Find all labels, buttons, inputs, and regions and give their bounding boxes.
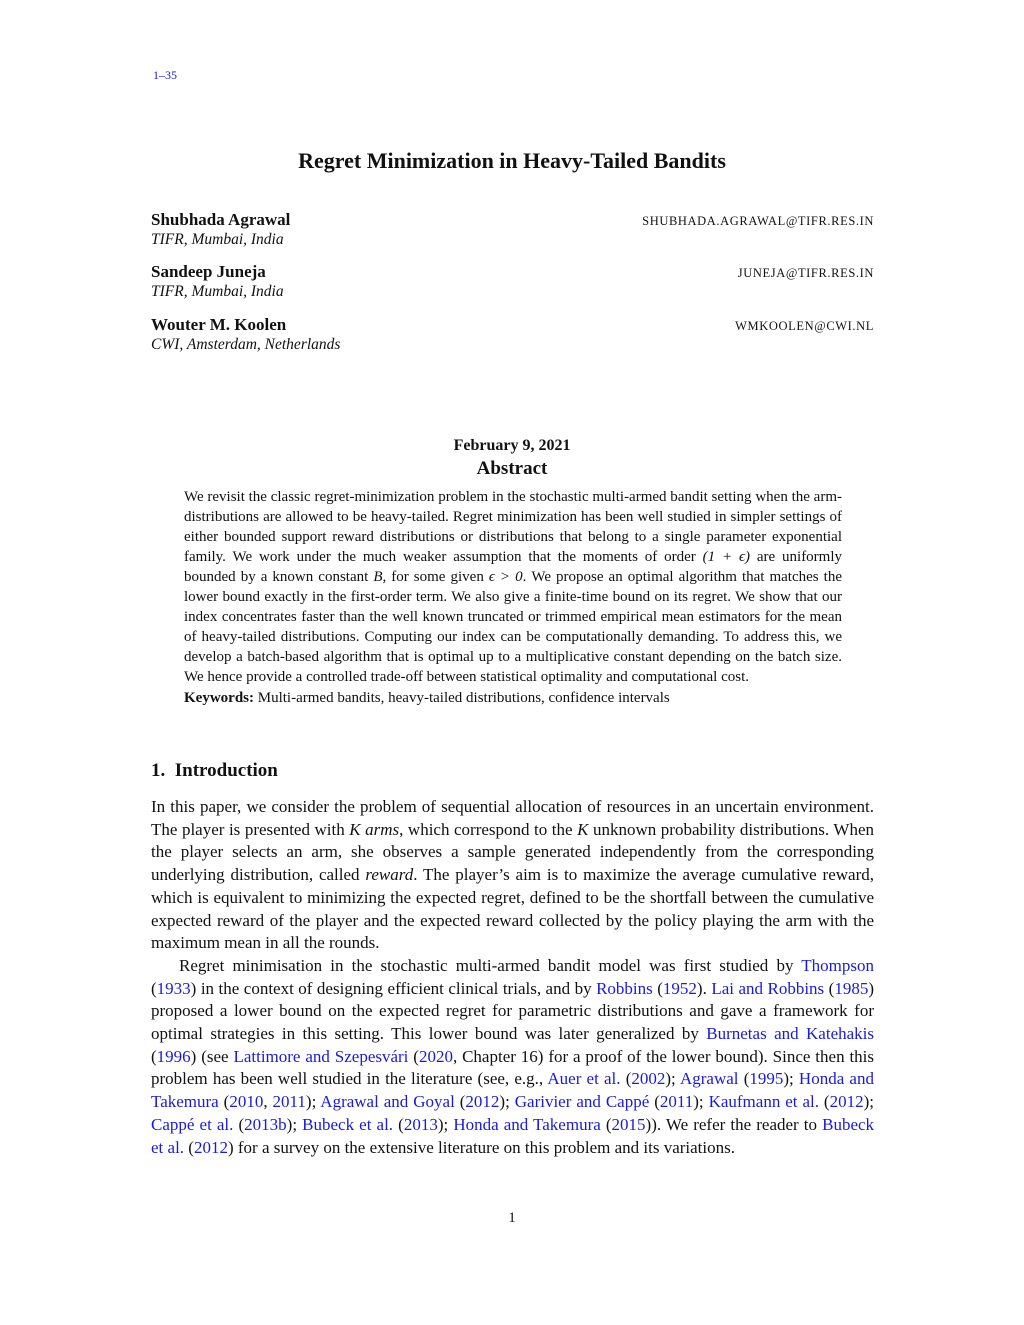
citation-link[interactable]: Robbins [596,978,653,998]
author-email: SHUBHADA.AGRAWAL@TIFR.RES.IN [642,214,874,228]
author-affiliation: CWI, Amsterdam, Netherlands [151,336,341,353]
paper-title: Regret Minimization in Heavy-Tailed Bandits [298,148,726,173]
author-email: WMKOOLEN@CWI.NL [735,319,874,333]
citation-link[interactable]: Bubeck et al. [151,1114,875,1157]
citation-link[interactable]: Honda and Takemura [453,1114,601,1134]
author-email: JUNEJA@TIFR.RES.IN [737,266,874,280]
author-block [151,315,874,354]
citation-link[interactable]: 2002 [631,1069,666,1089]
author-name: Sandeep Juneja [151,262,266,281]
page-number: 1 [508,1210,516,1226]
citation-link[interactable]: Lai and Robbins [711,978,825,998]
citation-link[interactable]: 2020 [418,1046,453,1066]
citation-link[interactable]: Cappé et al. [151,1114,234,1134]
citation-link[interactable]: 2010 [229,1092,264,1112]
citation-link[interactable]: Agrawal and Goyal [320,1092,455,1112]
citation-link[interactable]: Bubeck et al. [302,1114,394,1134]
author-block [151,210,874,249]
citation-link[interactable]: 2013 [403,1114,438,1134]
abstract-body [184,487,842,708]
page-range[interactable]: 1–35 [153,68,177,82]
citation-link[interactable]: 2012 [829,1092,864,1112]
citation-link[interactable]: 2015 [611,1114,646,1134]
citation-link[interactable]: Garivier and Cappé [514,1092,650,1112]
citation-link[interactable]: Honda and Takemura [151,1069,874,1112]
author-affiliation: TIFR, Mumbai, India [151,231,284,248]
keywords: Keywords: Multi-armed bandits, heavy-tailed distributions, confidence intervals [184,690,670,706]
citation-link[interactable]: 1996 [156,1046,191,1066]
introduction-body [151,796,874,1159]
paragraph: In this paper, we consider the problem of sequential allocation of resources in an uncertain environment. The player is presented with K arms, which correspond to the K unknown probability distributions. When the player selects an arm, she observes a sample generated independently from the corresponding underlying distribution, called reward. The player’s aim is to maximize the average cumulative reward, which is equivalent to minimizing the expected regret, defined to be the shortfall between the cumulative expected reward of the player and the expected reward collected by the policy playing the arm with the maximum mean in all the rounds. [151,797,874,953]
paper-date: February 9, 2021 [453,437,571,454]
citation-link[interactable]: 2013b [244,1114,287,1134]
author-name: Wouter M. Koolen [151,315,287,334]
citation-link[interactable]: 1933 [156,978,191,998]
citation-link[interactable]: 1985 [834,978,869,998]
citation-link[interactable]: Burnetas and Katehakis [706,1024,874,1044]
citation-link[interactable]: 2011 [659,1092,694,1112]
citation-link[interactable]: Kaufmann et al. [708,1092,819,1112]
citation-link[interactable]: Agrawal [679,1069,739,1089]
paragraph: Regret minimisation in the stochastic multi-armed bandit model was first studied by Thompson (1933) in the context of designing efficient clinical trials, and by Robbins (1952). Lai and Robbins (1985) proposed a lower bound on the expected regret for parametric distributions and gave a framework for optimal strategies in this setting. This lower bound was later generalized by Burnetas and Katehakis (1996) (see Lattimore and Szepesvári (2020, Chapter 16) for a proof of the lower bound). Since then this problem has been well studied in the literature (see, e.g., Auer et al. (2002); Agrawal (1995); Honda and Takemura (2010, 2011); Agrawal and Goyal (2012); Garivier and Cappé (2011); Kaufmann et al. (2012); Cappé et al. (2013b); Bubeck et al. (2013); Honda and Takemura (2015)). We refer the reader to Bubeck et al. (2012) for a survey on the extensive literature on this problem and its variations. [151,955,875,1157]
author-affiliation: TIFR, Mumbai, India [151,283,284,300]
citation-link[interactable]: 1952 [662,978,697,998]
citation-link[interactable]: 2012 [193,1137,228,1157]
citation-link[interactable]: Lattimore and Szepesvári [233,1046,409,1066]
citation-link[interactable]: Thompson [801,955,874,975]
author-block [151,262,874,301]
abstract-heading: Abstract [476,458,548,479]
citation-link[interactable]: 2011 [272,1092,306,1112]
abstract-text: We revisit the classic regret-minimization problem in the stochastic multi-armed bandit setting when the arm-distributions are allowed to be heavy-tailed. Regret minimization has been well studied in simpler settings of either bounded support reward distributions or distributions that belong to a single parameter exponential family. We work under the much weaker assumption that the moments of order (1 + ϵ) are uniformly bounded by a known constant B, for some given ϵ > 0. We propose an optimal algorithm that matches the lower bound exactly in the first-order term. We also give a finite-time bound on its regret. We show that our index concentrates faster than the well known truncated or trimmed empirical mean estimators for the mean of heavy-tailed distributions. Computing our index can be computationally demanding. To address this, we develop a batch-based algorithm that is optimal up to a multiplicative constant depending on the batch size. We hence provide a controlled trade-off between statistical optimality and computational cost. [184,489,843,685]
author-name: Shubhada Agrawal [151,210,291,229]
citation-link[interactable]: 1995 [749,1069,784,1089]
citation-link[interactable]: 2012 [465,1092,500,1112]
citation-link[interactable]: Auer et al. [547,1069,621,1089]
section-heading: 1. Introduction [151,760,278,781]
